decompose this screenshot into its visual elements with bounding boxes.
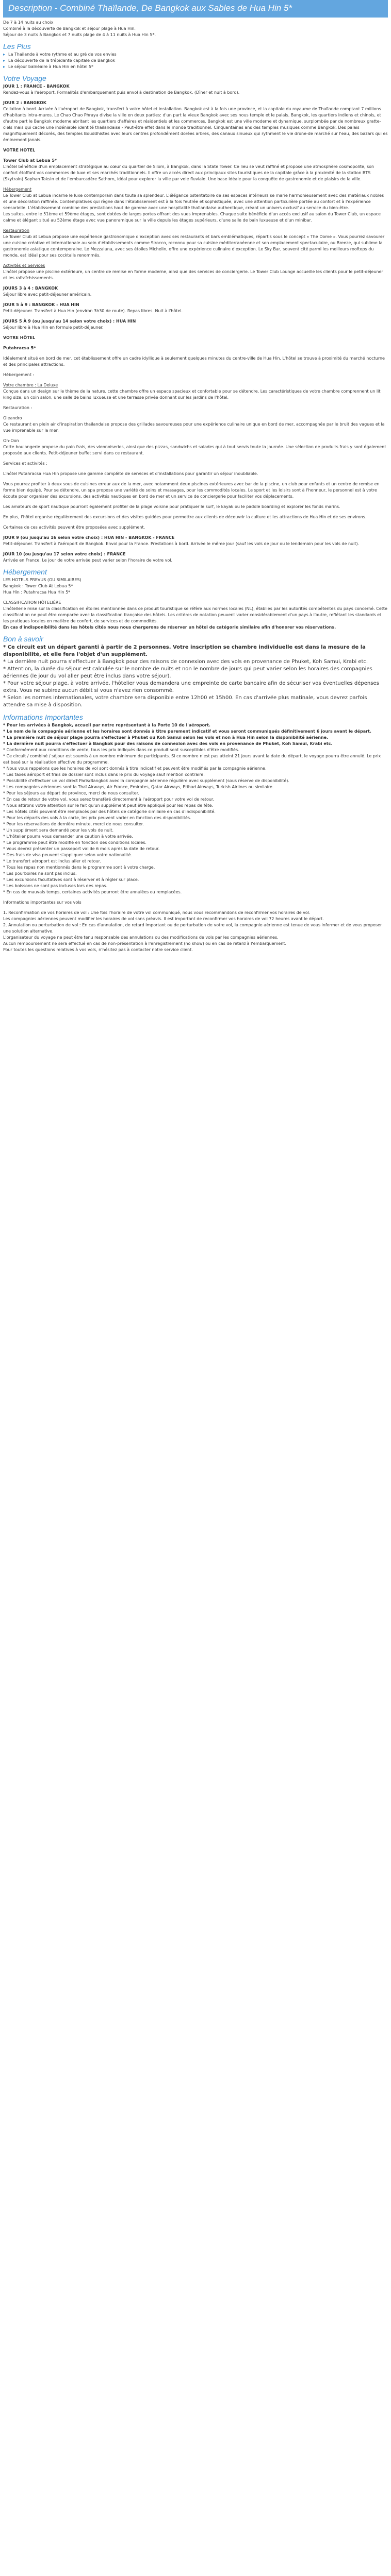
services-text: L'hôtel Putahracsa Hua Hin propose une gamme complète de services et d'installations pour garantir un séjour inoubliable. [3,471,258,476]
room-text: Conçue dans un design sur le thème de la nature, cette chambre offre un espace spacieux et confortable pour se détendre. Les caractéristiques de votre chambre comprennent un lit king size, un coin salon, une salle de bains luxueuse et une terrasse privée donnant sur les jardins de l'hôtel. [3,389,381,400]
info-list [3,722,388,895]
day-text: Petit-déjeuner. Transfert à l'aéroport de Bangkok. Envol pour la France. Prestations à bord. Arrivée le même jour (sauf les vols de jour ou le lendemain pour les vols de nuit). [3,541,360,546]
intro-line: De 7 à 14 nuits au choix [3,20,54,25]
info-item: * Un supplément sera demandé pour les vols de nuit. [3,828,114,833]
activites-text: L'hôtel propose une piscine extérieure, un centre de remise en forme moderne, ainsi que des services de conciergerie. Le Tower Club Lounge accueille les clients pour le petit-déjeuner et les rafraîchissements. [3,269,383,280]
classification-title: CLASSIFICATION HÔTELIÈRE [3,600,61,605]
info-item: * Possibilité d'effectuer un vol direct Paris/Bangkok avec la compagnie aérienne régulière avec supplément (sous réserve de disponibilité). [3,778,289,783]
day-title: JOUR 9 (ou jusqu'au 16 selon votre choix) : HUA HIN - BANGKOK - FRANCE [3,535,175,540]
room-title: Votre chambre : La Deluxe [3,383,58,387]
day-title: JOUR 2 : BANGKOK [3,100,46,105]
day-text: Collation à bord. Arrivée à l'aéroport de Bangkok, transfert à votre hôtel et installation. Bangkok est à la fois une province, et la capitale du royaume de Thaïlande comptant 7 millions d'habitants intra-muros. Le Chao Chao Phraya divise la ville en deux parties: d'un part la vieux Bangkok avec ses nous temple et le palais. Bangkok, les quartiers indiens et chinois, et d'autre part le Bangkok moderne abritant les quartiers d'affaires et résidentiels et les commerces. Bangkok est une ville moderne et dynamique, surplombée par de nombreux gratte-ciels mais qui cache une indéniable identité thaïlandaise - Peut-être effet dans le monde traditionnel. Cinquantaines ans des temples musiques comme Bangkok. Des palais magnifiquement décorés, des temples Bouddhistes avec leurs centres profondément dorées arbres, des canaux sinueux qui rythment le vie drone-de marché sur l'eau, des bazars qui es éminement janais. [3,107,388,142]
hebergement-title: Hébergement [3,187,32,192]
restauration-title: Restauration [3,228,29,233]
info-item: * Conformément aux conditions de vente, tous les prix indiqués dans ce produit sont susceptibles d'être modifiés. [3,748,239,752]
info-item: * Nous vous rappelons que les horaires de vol sont donnés à titre indicatif et peuvent être modifiés par la compagnie aérienne. [3,766,267,771]
services-title: Services et activités : [3,461,47,466]
page [0,0,391,963]
info-item: * Les taxes aéroport et frais de dossier sont inclus dans le prix du voyage sauf mention contraire. [3,772,205,777]
restaurant-name: Oleandro [3,416,22,420]
hebergement-text: Les suites, entre le 51ème et 59ème étages, sont dotées de larges portes offrant des vues imprenables. Chaque suite bénéficie d'un accès exclusif au salon du Tower Club, un espace calme et élégant situé au 52ème étage avec vue panoramique sur la ville depuis les étages supérieurs, d'une salle de bain luxueuse et d'un minibar. [3,212,381,223]
section-title-plus: Les Plus [3,42,31,50]
hotel-list-item: Bangkok : Tower Club At Lebua 5* [3,584,73,588]
restauration-title: Restauration : [3,405,32,410]
plus-item: ▸ Le séjour balnéaire à Hua Hin en hôtel 5* [3,64,388,70]
day-block [3,302,388,314]
day-text: Arrivée en France. Le jour de votre arrivée peut varier selon l'horaire de votre vol. [3,558,172,563]
info-item: * La dernière nuit pourra s'effectuer à Bangkok pour des raisons de connexion avec des vols en provenance de Phuket, Koh Samui, Krabi etc. [3,741,333,746]
day-title: JOUR 10 (ou jusqu'au 17 selon votre choix) : FRANCE [3,552,126,556]
services-text: Les amateurs de sport nautique pourront également profiter de la plage voisine pour pratiquer le surf, le kayak ou le paddle boarding et explorer les fonds marins. [3,504,340,509]
savoir-list [3,644,388,709]
day-block [3,285,388,298]
info-item: * Pour les séjours au départ de province, merci de nous consulter. [3,791,139,795]
restauration-text: Le Tower Club at Lebua propose une expérience gastronomique d'exception avec ses restaurants et bars emblématiques, répartis sous le concept « The Dome ». Vous pourrez savourer une cuisine créative et internationale au sein d'établissements comme Sirocco, reconnu pour sa cuisine méditerranéenne et son emplacement spectaculaire, ou Breeze, qui sublime la gastronomie asiatique contemporaine. Le Mezzaluna, avec ses étoiles Michelin, offre une expérience culinaire d'exception. Le Sky Bar, souvent cité parmi les meilleurs rooftops du monde, est idéal pour ses cocktails renommés. [3,234,385,258]
info-item: * En cas de retour de votre vol, vous serez transféré directement à l'aéroport pour votre vol de retour. [3,797,215,802]
section-title-voyage: Votre Voyage [3,74,46,82]
savoir-item: * Ce circuit est un départ garanti à partir de 2 personnes. Votre inscription se chambre individuelle est dans la mesure de la disponibilité, et elle fera l'objet d'un supplément. [3,645,366,657]
info-item: * Le nom de la compagnie aérienne et les horaires sont donnés à titre purement indicatif et vous seront communiqués définitivement 6 jours avant le départ. [3,729,371,734]
info-item: * L'hôtelier pourra vous demander une caution à votre arrivée. [3,834,133,839]
day-title: JOURS 5 À 9 (ou jusqu'au 14 selon votre choix) : HUA HIN [3,319,136,324]
info-misc-title: Informations importantes sur vos vols [3,900,82,905]
day-text: Petit-déjeuner. Transfert à Hua Hin (environ 3h30 de route). Repas libres. Nuit à l'hôtel. [3,309,183,313]
info-misc-item: Les compagnies aériennes peuvent modifier les horaires de vol sans préavis. Il est important de reconfirmer vos horaires de vol 72 heures avant le départ. [3,917,324,921]
page-title: Description - Combiné Thaïlande, De Bangkok aux Sables de Hua Hin 5* [8,3,292,13]
hotel-desc: L'hôtel bénéficie d'un emplacement stratégique au cœur du quartier de Silom, à Bangkok, dans la State Tower. Ce lieu se veut raffiné et propose une atmosphère cosmopolite, son confort étoffant vos commerces de luxe et ses marchés traditionnels. Il offre un accès direct aux principaux sites touristiques de la capitale grâce à la proximité de la station BTS (Skytrain) Saphan Taksin et de l'embarcadère Sathorn, idéal pour explorer la ville par voie fluviale. Une base idéale pour la conquête de gastronomie et de plaisirs de la ville. [3,164,374,181]
info-item: * Vous devrez présenter un passeport valide 6 mois après la date de retour. [3,846,160,851]
info-item: * Pour les réservations de dernière minute, merci de nous consulter. [3,822,144,826]
hotel-name: Putahracsa 5* [3,346,36,350]
info-item: * Ce circuit / combiné / séjour est soumis à un nombre minimum de participants. Si ce nombre n'est pas atteint 21 jours avant la date du départ, le voyage pourra être annulé. Le prix est basé sur la réalisation effective du programme. [3,754,381,765]
savoir-item: * La dernière nuit pourra s'effectuer à Bangkok pour des raisons de connexion avec des vols en provenance de Phuket, Koh Samui, Krabi etc. [3,659,368,665]
plus-item: ▸ La Thaïlande à votre rythme et au gré de vos envies [3,52,388,58]
title-bar [3,0,388,18]
savoir-item: * Selon les normes internationales, votre chambre sera disponible entre 12h00 et 15h00. En cas d'arrivée plus matinale, vous devrez parfois attendre sa mise à disposition. [3,695,367,708]
day-text: Rendez-vous à l'aéroport. Formalités d'embarquement puis envol à destination de Bangkok. (Dîner et nuit à bord). [3,90,240,95]
info-item: * En cas de mauvais temps, certaines activités pourront être annulées ou remplacées. [3,890,182,894]
services-text: En plus, l'hôtel organise régulièrement des excursions et des visites guidées pour permettre aux clients de découvrir la culture et les attractions de Hua Hin et de ses environs. [3,515,367,519]
info-item: * Les compagnies aériennes sont la Thaï Airways, Air France, Emirates, Qatar Airways, Etihad Airways, Turkish Airlines ou similaire. [3,785,274,789]
restaurant-name: Oh-Oon [3,438,19,443]
restaurant-text: Ce restaurant en plein air d'inspiration thaïlandaise propose des grillades savoureuses pour une expérience culinaire unique en bord de mer, accompagnée par le bruit des vagues et la vue imprenable sur la mer. [3,422,385,433]
services-text: Vous pourrez profiter à deux sous de cuisines erreur aux de la mer, avec notamment deux piscines extérieures avec bar de la piscine, un club pour enfants et un centre de remise en forme bien équipé. Pour se détendre, un spa propose une variété de soins et massages, pour les commodités locales. Le sport et les loisirs sont à l'honneur, le personnel est à votre écoute pour organiser des excursions, des activités nautiques en bord de mer et un service de conciergerie pour faciliter vos déplacements. [3,482,380,499]
intro-line: Séjour de 3 nuits à Bangkok et 7 nuits plage de 4 à 11 nuits à Hua Hin 5*. [3,32,156,37]
info-item: * Les boissons ne sont pas incluses lors des repas. [3,884,108,888]
intro-line: Combiné à la découverte de Bangkok et séjour plage à Hua Hin. [3,26,136,31]
day-text: Séjour libre avec petit-déjeuner américain. [3,292,92,297]
classification-note: En cas d'indisponibilité dans les hôtels cités nous nous chargerons de réserver un hôtel de catégorie similaire afin d'honorer vos réservations. [3,625,336,630]
hotels-list-title: LES HOTELS PREVUS (OU SIMILAIRES) [3,578,82,582]
hotel-section-title: VOTRE HÔTEL [3,335,36,340]
hotel-desc: Idéalement situé en bord de mer, cet établissement offre un cadre idyllique à seulement quelques minutes du centre-ville de Hua Hin. L'hôtel se trouve à proximité du marché nocturne et des principales attractions. [3,356,385,367]
hotel-name: Tower Club at Lebua 5* [3,158,57,163]
info-misc-item: Aucun remboursement ne sera effectué en cas de non-présentation à l'enregistrement (no show) ou en cas de retard à l'embarquement. [3,941,286,946]
info-item: * Les hôtels cités peuvent être remplacés par des hôtels de catégorie similaire en cas d'indisponibilité. [3,809,216,814]
info-item: * La première nuit de séjour plage pourra s'effectuer à Phuket ou Koh Samui selon les vols et non à Hua Hin selon la disponibilité aérienne. [3,735,329,740]
services-text: Certaines de ces activités peuvent être proposées avec supplément. [3,525,145,530]
hebergement-title: Hébergement : [3,372,35,377]
savoir-item: * Attention, la durée du séjour est calculée sur le nombre de nuits et non le nombre de jours qui peut varier selon les horaires des compagnies aériennes (le jour du vol aller peut être inclus dans votre séjour). [3,666,372,679]
info-item: * Des frais de visa peuvent s'appliquer selon votre nationalité. [3,853,133,857]
info-item: * Les pourboires ne sont pas inclus. [3,871,77,876]
day-block [3,535,388,547]
info-item: * Pour les arrivées à Bangkok, accueil par notre représentant à la Porte 10 de l'aéroport. [3,723,210,727]
info-item: * Nous attirons votre attention sur le fait qu'un supplément peut être appliqué pour les repas de fête. [3,803,214,808]
plus-item: ▸ La découverte de la trépidante capitale de Bangkok [3,58,388,64]
info-misc-item: 2. Annulation ou perturbation de vol : En cas d'annulation, de retard important ou de perturbation de votre vol, la compagnie aérienne est tenue de vous informer et de vous proposer une solution alternative. [3,923,382,934]
classification-text: L'hôtellerie mise sur la classification en étoiles mentionnée dans ce produit touristique se réfère aux normes locales (NL), établies par les autorités compétentes du pays concerné. Cette classification ne peut être comparée avec la classification française des hôtels. Les critères de notation peuvent varier considérablement d'un pays à l'autre, reflétant les standards et les pratiques locales en matière de confort, de services et de commodités. [3,606,387,623]
plus-list [3,52,388,70]
activites-title: Activités et Services [3,263,45,268]
hotel-section-title: VOTRE HOTEL [3,148,36,152]
day-title: JOUR 5 à 9 : BANGKOK - HUA HIN [3,302,79,307]
section-title-savoir: Bon à savoir [3,635,43,643]
info-misc-item: 1. Reconfirmation de vos horaires de vol : Une fois l'horaire de votre vol communiqué, nous vous recommandons de reconfirmer vos horaires de vol. [3,910,311,915]
day-title: JOUR 1 : FRANCE - BANGKOK [3,84,70,89]
section-title-info: Informations Importantes [3,713,83,721]
info-item: * Le programme peut être modifié en fonction des conditions locales. [3,840,146,845]
hebergement-text: Le Tower Club at Lebua incarne le luxe contemporain dans toute sa splendeur. L'élégance ostentatoire de ses espaces intérieurs se marie harmonieusement avec des matériaux nobles et une décoration raffinée. Contemplatives qui règne dans l'établissement est à la fois feutrée et sophistiquée, avec une attention particulière portée au confort et à l'expérience sensorielle. L'établissement combine des prestations haut de gamme avec une hospitalité thaïlandaise authentique, créant un univers exclusif au service du bien-être. [3,193,384,210]
section-title-hebergement: Hébergement [3,568,47,576]
day-block [3,83,388,96]
info-misc-item: Pour toutes les questions relatives à vos vols, n'hésitez pas à contacter notre service client. [3,947,193,952]
info-item: * Pour les départs des vols à la carte, les prix peuvent varier en fonction des disponibilités. [3,816,191,820]
hotel-list-item: Hua Hin : Putahracsa Hua Hin 5* [3,590,71,595]
day-text: Séjour libre à Hua Hin en formule petit-déjeuner. [3,325,104,330]
info-item: * Les excursions facultatives sont à réserver et à régler sur place. [3,877,139,882]
info-item: * Tous les repas non mentionnés dans le programme sont à votre charge. [3,865,155,870]
savoir-item: * Pour votre séjour plage, à votre arrivée, l'hôtelier vous demandera une empreinte de carte bancaire afin de sécuriser vos éventuelles dépenses extra. Vous ne subirez aucun débit si vous n'avez rien consommé. [3,681,379,693]
day-block [3,551,388,564]
day-block [3,318,388,331]
info-misc-item: L'organisateur du voyage ne peut être tenu responsable des annulations ou des modifications de vols par les compagnies aériennes. [3,935,279,940]
info-item: * Le transfert aéroport est inclus aller et retour. [3,859,101,863]
day-block [3,100,388,143]
day-title: JOURS 3 à 4 : BANGKOK [3,286,58,291]
restaurant-text: Cette boulangerie propose du pain frais, des viennoiseries, ainsi que des pizzas, sandwichs et salades qui à tout servis toute la journée. Une sélection de produits frais y sont également proposée aux clients. Petit-déjeuner buffet servi dans ce restaurant. [3,445,386,455]
